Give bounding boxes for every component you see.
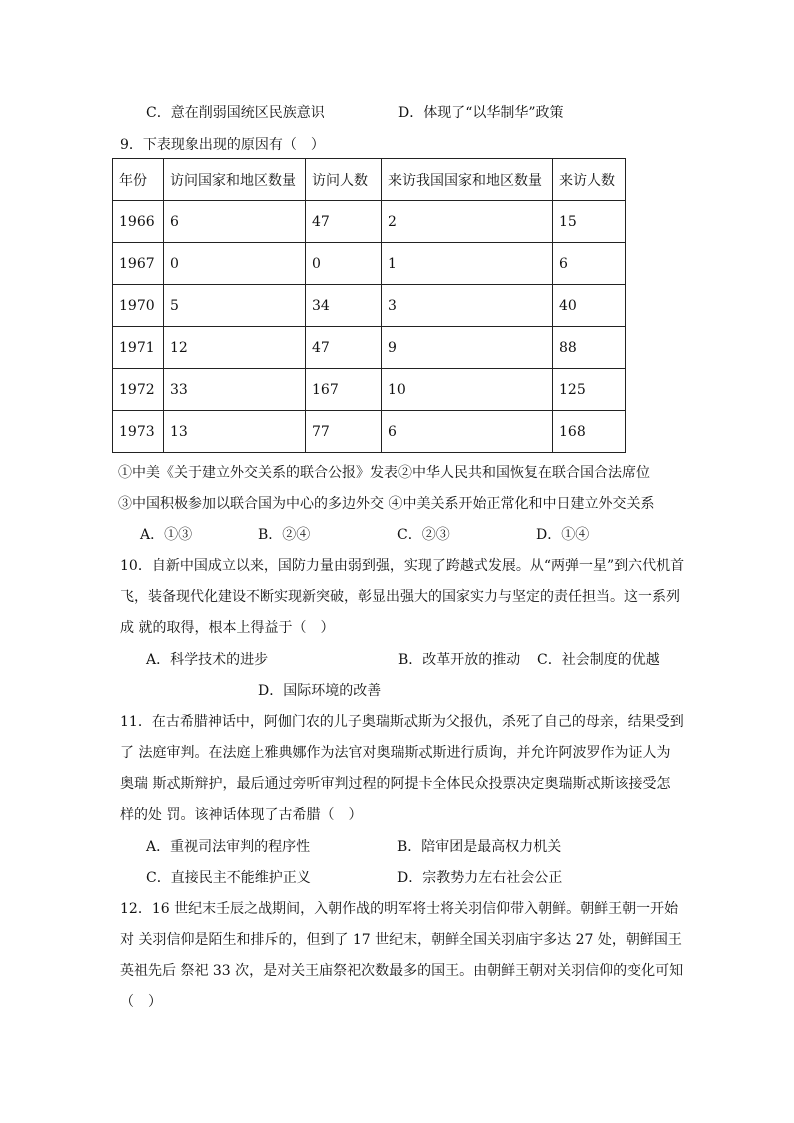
header-cell: 访问人数: [306, 159, 382, 201]
q9-option-c[interactable]: C．②③: [397, 527, 450, 543]
table-cell: 125: [553, 369, 626, 411]
q10-stem-line-3: 成 就的取得，根本上得益于（ ）: [120, 620, 335, 636]
q9-stem: 9．下表现象出现的原因有（ ）: [120, 137, 325, 153]
q9-table: [112, 158, 626, 453]
table-cell: 6: [553, 243, 626, 285]
q12-stem-line-3: 英祖先后 祭祀 33 次，是对关王庙祭祀次数最多的国王。由朝鲜王朝对关羽信仰的变化可知: [120, 963, 684, 979]
table-cell: 9: [382, 327, 553, 369]
q10-option-b[interactable]: B．改革开放的推动: [398, 652, 521, 668]
table-cell: 47: [306, 201, 382, 243]
q9-option-b[interactable]: B．②④: [258, 527, 311, 543]
table-cell: 167: [306, 369, 382, 411]
table-cell: 10: [382, 369, 553, 411]
q10-stem-line-1: 10．自新中国成立以来，国防力量由弱到强，实现了跨越式发展。从“两弹一星”到六代机首: [120, 558, 685, 574]
table-cell: 88: [553, 327, 626, 369]
header-cell: 年份: [113, 159, 164, 201]
table-row: [113, 327, 626, 369]
table-cell: 1973: [113, 411, 164, 453]
table-cell: 5: [164, 285, 306, 327]
q11-stem-line-2: 了 法庭审判。在法庭上雅典娜作为法官对奥瑞斯忒斯进行质询，并允许阿波罗作为证人为: [120, 745, 671, 761]
q11-option-d[interactable]: D．宗教势力左右社会公正: [397, 870, 563, 886]
table-cell: 47: [306, 327, 382, 369]
table-row: [113, 243, 626, 285]
q12-stem-line-1: 12．16 世纪末壬辰之战期间，入朝作战的明军将士将关羽信仰带入朝鲜。朝鲜王朝一开始: [120, 901, 679, 917]
q10-option-a[interactable]: A．科学技术的进步: [146, 652, 269, 668]
q10-stem-line-2: 飞，装备现代化建设不断实现新突破，彰显出强大的国家实力与坚定的责任担当。这一系列: [120, 589, 680, 605]
table-cell: 1966: [113, 201, 164, 243]
q10-option-c[interactable]: C．社会制度的优越: [537, 652, 660, 668]
q11-option-b[interactable]: B．陪审团是最高权力机关: [397, 839, 562, 855]
table-header-row: [113, 159, 626, 201]
table-cell: 33: [164, 369, 306, 411]
table-row: [113, 285, 626, 327]
q11-stem-line-3: 奥瑞 斯忒斯辩护，最后通过旁听审判过程的阿提卡全体民众投票决定奥瑞斯忒斯该接受怎: [120, 776, 671, 792]
table-cell: 1: [382, 243, 553, 285]
q9-item-2: ③中国积极参加以联合国为中心的多边外交 ④中美关系开始正常化和中日建立外交关系: [118, 496, 655, 512]
q12-stem-line-2: 对 关羽信仰是陌生和排斥的，但到了 17 世纪末，朝鲜全国关羽庙宇多达 27 处，朝鲜国王: [120, 932, 682, 948]
table-cell: 6: [164, 201, 306, 243]
q8-option-d[interactable]: D．体现了“以华制华”政策: [398, 105, 564, 121]
q11-option-a[interactable]: A．重视司法审判的程序性: [146, 839, 311, 855]
header-cell: 来访我国国家和地区数量: [382, 159, 553, 201]
table-cell: 6: [382, 411, 553, 453]
table-cell: 1972: [113, 369, 164, 411]
table-row: [113, 411, 626, 453]
header-cell: 访问国家和地区数量: [164, 159, 306, 201]
table-cell: 34: [306, 285, 382, 327]
table-cell: 15: [553, 201, 626, 243]
q9-option-d[interactable]: D．①④: [536, 527, 590, 543]
table-cell: 77: [306, 411, 382, 453]
table-cell: 1970: [113, 285, 164, 327]
table-cell: 40: [553, 285, 626, 327]
q12-stem-line-4: （ ）: [120, 994, 162, 1010]
q11-stem-line-1: 11．在古希腊神话中，阿伽门农的儿子奥瑞斯忒斯为父报仇，杀死了自己的母亲，结果受到: [120, 714, 684, 730]
header-cell: 来访人数: [553, 159, 626, 201]
q9-option-a[interactable]: A．①③: [140, 527, 193, 543]
table-cell: 3: [382, 285, 553, 327]
table-cell: 2: [382, 201, 553, 243]
q11-stem-line-4: 样的处 罚。该神话体现了古希腊（ ）: [120, 807, 363, 823]
q9-item-1: ①中美《关于建立外交关系的联合公报》发表②中华人民共和国恢复在联合国合法席位: [118, 465, 650, 481]
q8-option-c[interactable]: C．意在削弱国统区民族意识: [146, 105, 325, 121]
table-cell: 0: [164, 243, 306, 285]
table-row: [113, 201, 626, 243]
table-cell: 13: [164, 411, 306, 453]
table-cell: 1971: [113, 327, 164, 369]
table-cell: 12: [164, 327, 306, 369]
table-cell: 0: [306, 243, 382, 285]
table-cell: 168: [553, 411, 626, 453]
q11-option-c[interactable]: C．直接民主不能维护正义: [146, 870, 311, 886]
table-cell: 1967: [113, 243, 164, 285]
table-row: [113, 369, 626, 411]
q10-option-d[interactable]: D．国际环境的改善: [258, 683, 382, 699]
